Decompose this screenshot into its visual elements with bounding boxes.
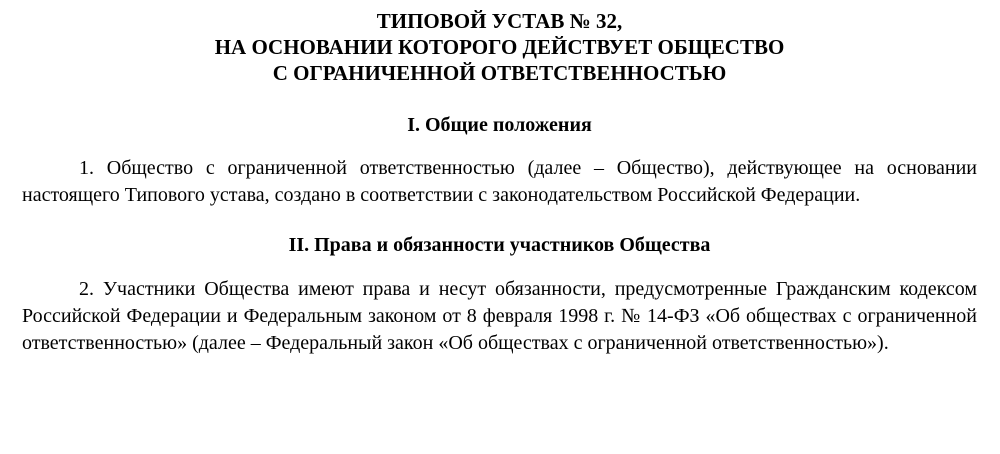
title-line-2: НА ОСНОВАНИИ КОТОРОГО ДЕЙСТВУЕТ ОБЩЕСТВО	[214, 35, 785, 59]
paragraph-1: 1. Общество с ограниченной ответственностью (далее – Общество), действующее на основании настоящего Типового устава, создано в соответствии с законодательством Российской Федерации.	[22, 157, 977, 206]
title-line-1: ТИПОВОЙ УСТАВ № 32,	[376, 9, 623, 33]
section-heading-rights: II. Права и обязанности участников Общества	[288, 234, 711, 256]
paragraph-2: 2. Участники Общества имеют права и несут обязанности, предусмотренные Гражданским кодексом Российской Федерации и Федеральным законом от 8 февраля 1998 г. № 14-ФЗ «Об обществах с ограниченной ответственностью» (далее – Федеральный закон «Об обществах с ограниченной ответственностью»).	[22, 278, 977, 354]
section-heading-general: I. Общие положения	[407, 114, 592, 136]
title-line-3: С ОГРАНИЧЕННОЙ ОТВЕТСТВЕННОСТЬЮ	[272, 61, 727, 85]
document-page	[22, 8, 977, 357]
document-title	[22, 8, 977, 86]
